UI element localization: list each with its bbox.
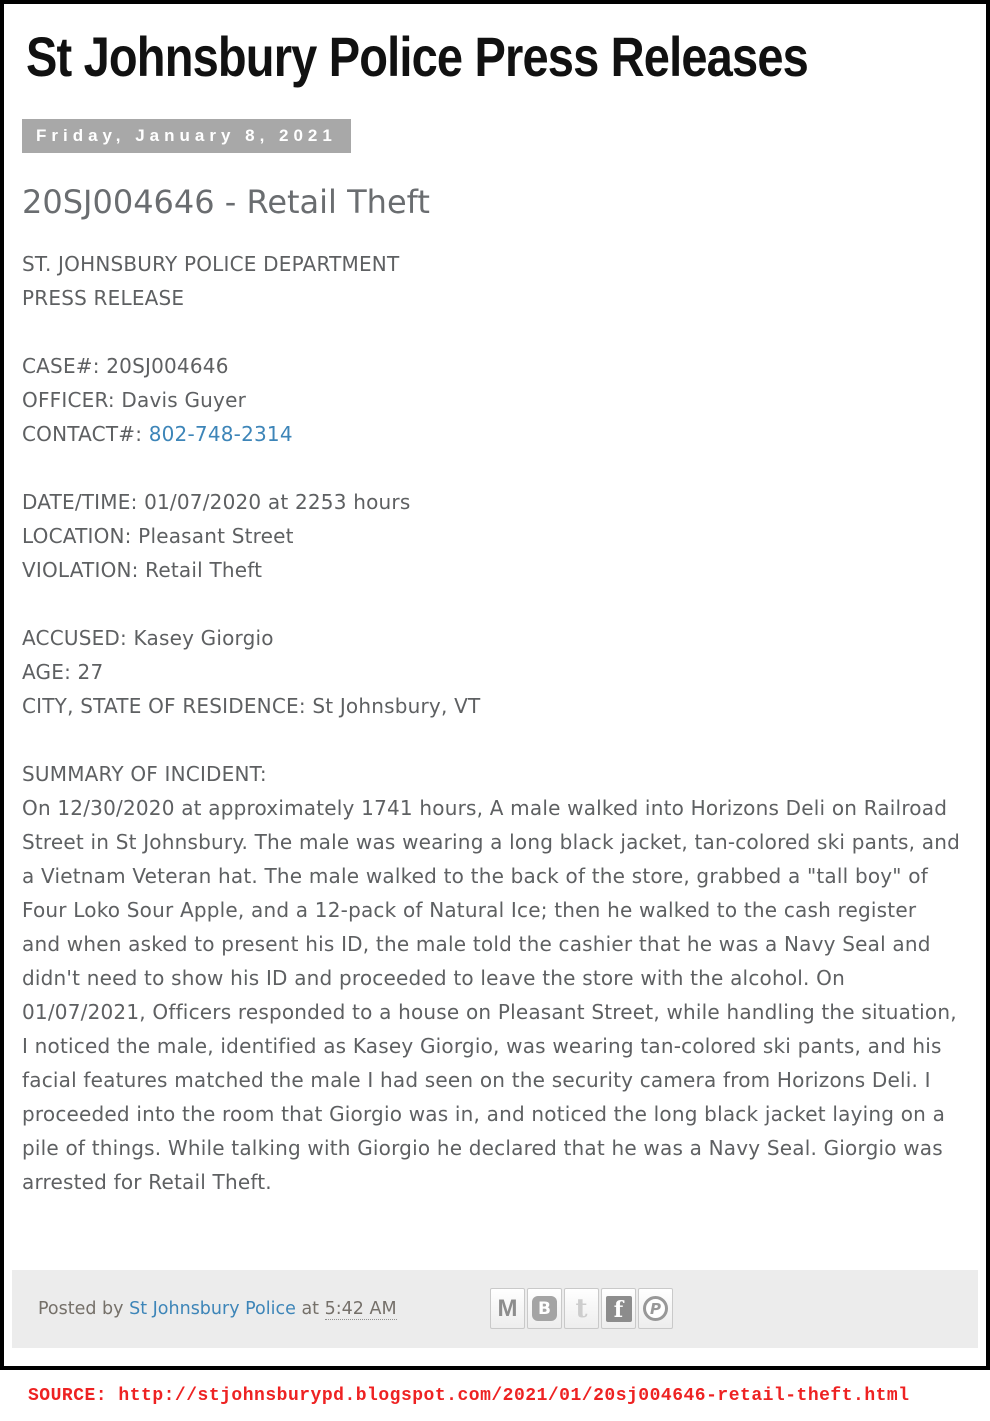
twitter-share-button[interactable] — [564, 1288, 599, 1329]
date-header: Friday, January 8, 2021 — [22, 119, 351, 153]
pinterest-icon: P — [643, 1296, 668, 1321]
post-title[interactable]: 20SJ004646 - Retail Theft — [22, 183, 430, 221]
posted-by-label: Posted by — [38, 1299, 124, 1319]
blogger-share-button[interactable] — [527, 1288, 562, 1329]
facebook-icon: f — [606, 1296, 632, 1322]
twitter-icon: t — [575, 1293, 588, 1324]
source-url: SOURCE: http://stjohnsburypd.blogspot.com/2021/01/20sj004646-retail-theft.html — [28, 1386, 910, 1406]
contact-phone-link[interactable]: 802-748-2314 — [148, 422, 293, 446]
email-share-button[interactable] — [490, 1288, 525, 1329]
blogger-icon: B — [532, 1296, 557, 1321]
pinterest-share-button[interactable] — [638, 1288, 673, 1329]
author-link[interactable]: St Johnsbury Police — [129, 1299, 296, 1319]
facebook-share-button[interactable] — [601, 1288, 636, 1329]
email-icon: M — [497, 1294, 518, 1322]
blog-title: St Johnsbury Police Press Releases — [26, 25, 808, 88]
posted-by-line — [38, 1299, 397, 1319]
share-buttons — [490, 1288, 675, 1329]
timestamp-link[interactable]: 5:42 AM — [324, 1299, 397, 1319]
post-footer — [12, 1270, 978, 1348]
post-body: ST. JOHNSBURY POLICE DEPARTMENT PRESS RELEASE CASE#: 20SJ004646 OFFICER: Davis Guyer CONTACT#: 802-748-2314 DATE/TIME: 01/07/2020 at 2253 hours LOCATION: Pleasant Street VIOLATION: Retail Theft ACCUSED: Kasey Giorgio AGE: 27 CITY, STATE OF RESIDENCE: St Johnsbury, VT SUMMARY OF INCIDENT: On 12/30/2020 at approximately 1741 hours, A male walked into Horizons Deli on Railroad Street in St Johnsbury. The male was wearing a long black jacket, tan-colored ski pants, and a Vietnam Veteran hat. The male walked to the back of the store, grabbed a "tall boy" of Four Loko Sour Apple, and a 12-pack of Natural Ice; then he walked to the cash register and when asked to present his ID, the male told the cashier that he was a Navy Seal and didn't need to show his ID and proceeded to leave the store with the alcohol. On 01/07/2021, Officers responded to a house on Pleasant Street, while handling the situation, I noticed the male, identified as Kasey Giorgio, was wearing tan-colored ski pants, and his facial features matched the male I had seen on the security camera from Horizons Deli. I proceeded into the room that Giorgio was in, and noticed the long black jacket laying on a pile of things. While talking with Giorgio he declared that he was a Navy Seal. Giorgio was arrested for Retail Theft. — [22, 252, 960, 1194]
at-label: at — [301, 1299, 320, 1319]
